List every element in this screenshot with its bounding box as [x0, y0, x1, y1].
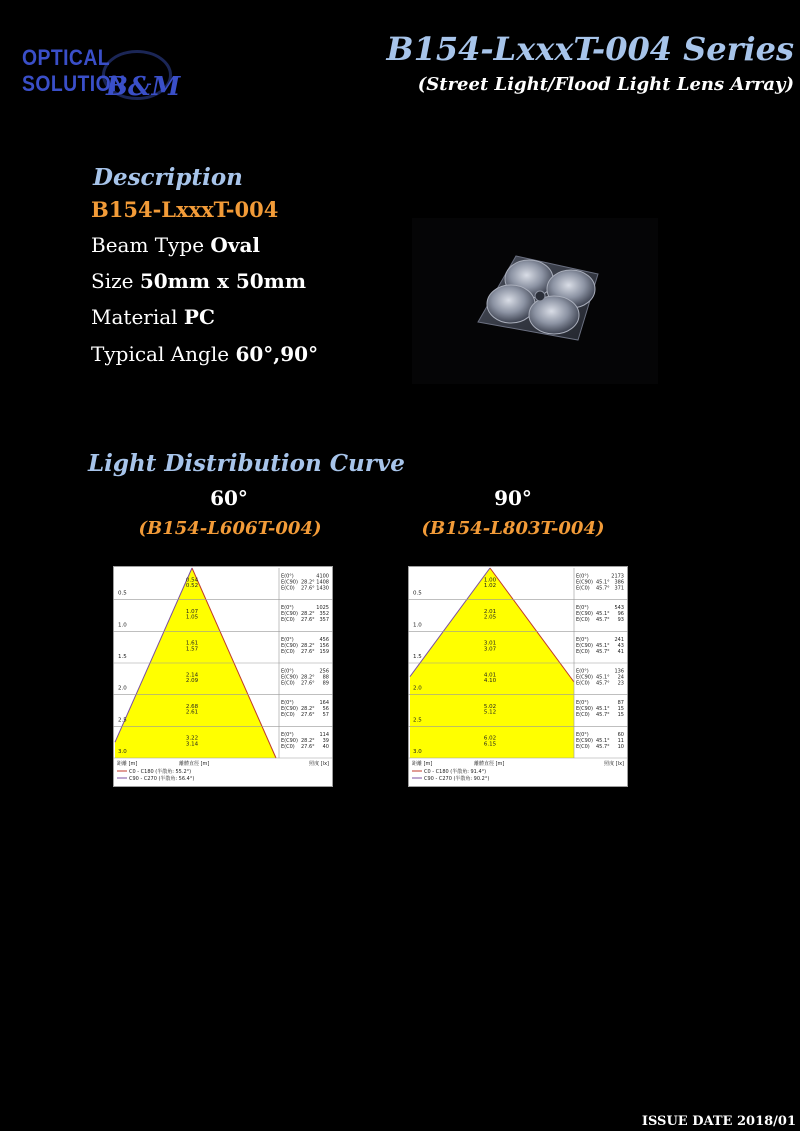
illum-row-label: E(C90): [576, 706, 593, 713]
illum-row-label: E(0°): [281, 731, 294, 738]
illum-value: 56: [322, 706, 329, 713]
illum-row-label: E(C0): [281, 743, 295, 750]
distance-label: 2.0: [118, 685, 127, 692]
illum-row-label: E(C90): [281, 579, 298, 586]
angle-value: 28.2°: [301, 579, 315, 586]
diameter-value: 2.14: [185, 672, 199, 679]
illum-row-label: E(0°): [281, 573, 294, 580]
angle-value: 28.2°: [301, 611, 315, 618]
illum-row-label: E(C0): [576, 648, 590, 655]
illum-value: 93: [617, 617, 624, 624]
spec-value: 60°,90°: [235, 342, 319, 366]
angle-value: 45.7°: [596, 648, 610, 655]
diameter-value: 2.01: [483, 608, 497, 615]
distance-label: 3.0: [413, 749, 422, 755]
illum-value: 2173: [611, 573, 624, 580]
illum-value: 10: [617, 743, 624, 750]
angle-value: 45.7°: [596, 680, 610, 687]
distance-label: 2.0: [413, 685, 422, 692]
product-image: [412, 218, 658, 384]
diameter-value: 1.00: [483, 577, 497, 584]
angle-value: 45.7°: [596, 743, 610, 750]
illum-value: 543: [614, 605, 624, 612]
illum-value: 41: [617, 648, 624, 655]
illum-row-label: E(C90): [281, 706, 298, 713]
ldc-chart-60: [113, 566, 333, 787]
series-subtitle: (Street Light/Flood Light Lens Array): [417, 74, 794, 95]
angle-value: 27.6°: [301, 712, 315, 719]
diameter-value: 1.05: [185, 614, 199, 621]
illuminance-axis-label: 照度 [lx]: [604, 761, 624, 767]
illum-row-label: E(C0): [576, 712, 590, 719]
spec-value: 50mm x 50mm: [139, 269, 307, 293]
illum-value: 456: [319, 636, 329, 643]
diameter-value: 1.07: [185, 608, 199, 615]
illum-value: 23: [617, 680, 624, 687]
illum-value: 156: [319, 642, 329, 649]
illum-row-label: E(0°): [576, 731, 589, 738]
illum-row-label: E(0°): [281, 700, 294, 707]
angle-value: 45.7°: [596, 712, 610, 719]
ldc-heading: Light Distribution Curve: [88, 450, 405, 477]
brand-logo: [20, 40, 220, 108]
illum-row-label: E(C0): [281, 585, 295, 592]
diameter-value: 0.52: [185, 583, 199, 589]
angle-value: 45.1°: [596, 642, 610, 649]
illum-row-label: E(0°): [576, 668, 589, 675]
illum-row-label: E(C0): [281, 712, 295, 719]
illum-row-label: E(0°): [281, 636, 294, 643]
diameter-value: 1.57: [185, 646, 199, 653]
illum-row-label: E(0°): [576, 700, 589, 707]
diameter-value: 6.15: [483, 741, 497, 748]
illum-value: 24: [617, 674, 624, 681]
diameter-value: 2.09: [185, 678, 199, 684]
spec-value: PC: [183, 305, 215, 329]
spec-material: [91, 305, 215, 329]
illum-row-label: E(0°): [576, 573, 589, 580]
logo-top-text: OPTICAL SOLUTION: [22, 45, 126, 96]
angle-value: 28.2°: [301, 674, 315, 681]
diameter-axis-label: 離體直徑 [m]: [179, 761, 210, 767]
distance-label: 0.5: [413, 590, 422, 597]
angle-value: 27.6°: [301, 680, 315, 687]
distance-label: 1.0: [118, 622, 127, 629]
illum-row-label: E(C90): [576, 611, 593, 618]
illum-row-label: E(0°): [576, 636, 589, 643]
diameter-value: 6.02: [483, 735, 497, 742]
diameter-axis-label: 離體直徑 [m]: [474, 761, 505, 767]
angle-value: 28.2°: [301, 737, 315, 744]
diameter-value: 3.01: [483, 640, 497, 647]
chart-60-model: (B154-L606T-004): [138, 518, 322, 539]
chart-90-angle: 90°: [494, 486, 532, 510]
series-title: B154-LxxxT-004 Series: [386, 30, 794, 68]
spec-label: Beam Type: [91, 233, 205, 257]
illum-value: 136: [614, 668, 624, 675]
illum-row-label: E(0°): [281, 668, 294, 675]
illum-value: 159: [319, 648, 329, 655]
illum-row-label: E(C90): [576, 579, 593, 586]
illum-value: 114: [319, 731, 329, 738]
illum-value: 43: [617, 642, 624, 649]
spec-label: Material: [91, 305, 178, 329]
illum-value: 89: [322, 680, 329, 687]
diameter-value: 2.05: [483, 614, 497, 621]
distance-label: 1.5: [413, 654, 422, 660]
distance-label: 2.5: [118, 717, 127, 724]
illum-value: 352: [319, 611, 329, 618]
illum-value: 1408: [316, 579, 329, 586]
legend-c90: C90 - C270 (半散角: 90.2°): [424, 776, 490, 782]
angle-value: 45.1°: [596, 706, 610, 713]
illum-value: 241: [614, 636, 624, 643]
illum-value: 11: [617, 737, 624, 744]
illum-value: 88: [322, 674, 329, 681]
diameter-value: 1.02: [483, 583, 497, 589]
illum-value: 371: [614, 585, 624, 592]
spec-label: Size: [91, 269, 134, 293]
illum-row-label: E(C0): [576, 743, 590, 750]
illum-row-label: E(C0): [281, 648, 295, 655]
diameter-value: 5.12: [483, 709, 497, 716]
spec-typical-angle: [91, 342, 318, 366]
ldc-chart-60-svg: [113, 566, 333, 787]
legend-c0: C0 - C180 (半散角: 91.4°): [424, 769, 487, 775]
distance-label: 0.5: [118, 590, 127, 597]
illum-row-label: E(C0): [576, 617, 590, 624]
description-heading: Description: [93, 164, 243, 191]
illum-value: 4100: [316, 573, 329, 580]
illum-value: 60: [617, 731, 624, 738]
illum-value: 40: [322, 743, 329, 750]
diameter-value: 1.61: [185, 640, 199, 647]
illum-value: 15: [617, 706, 624, 713]
illum-row-label: E(C0): [281, 617, 295, 624]
chart-90-model: (B154-L803T-004): [421, 518, 605, 539]
diameter-value: 2.68: [185, 703, 199, 710]
diameter-value: 3.14: [185, 741, 199, 748]
spec-size: [91, 269, 306, 293]
illum-row-label: E(0°): [281, 605, 294, 612]
illuminance-axis-label: 照度 [lx]: [309, 761, 329, 767]
illum-row-label: E(C90): [281, 737, 298, 744]
illum-value: 87: [617, 700, 624, 707]
angle-value: 27.6°: [301, 648, 315, 655]
illum-value: 386: [614, 579, 624, 586]
diameter-value: 4.10: [483, 678, 497, 684]
diameter-value: 0.54: [185, 577, 199, 584]
angle-value: 45.7°: [596, 585, 610, 592]
ldc-chart-90-svg: [408, 566, 628, 787]
illum-value: 57: [322, 712, 329, 719]
angle-value: 45.1°: [596, 737, 610, 744]
angle-value: 45.1°: [596, 579, 610, 586]
diameter-value: 4.01: [483, 672, 497, 679]
illum-row-label: E(C0): [576, 585, 590, 592]
spec-value: Oval: [210, 233, 261, 257]
illum-value: 1025: [316, 605, 329, 612]
logo-bottom-text: B&M: [106, 72, 181, 102]
legend-c0: C0 - C180 (半散角: 55.2°): [129, 769, 192, 775]
illum-row-label: E(C90): [576, 674, 593, 681]
distance-label: 3.0: [118, 749, 127, 755]
illum-value: 15: [617, 712, 624, 719]
angle-value: 45.7°: [596, 617, 610, 624]
illum-row-label: E(C90): [576, 642, 593, 649]
angle-value: 27.6°: [301, 617, 315, 624]
distance-label: 1.0: [413, 622, 422, 629]
illum-value: 39: [322, 737, 329, 744]
issue-date: ISSUE DATE 2018/01: [641, 1114, 796, 1129]
illum-row-label: E(C90): [281, 611, 298, 618]
spec-label: Typical Angle: [91, 342, 230, 366]
spec-beam-type: [91, 233, 260, 257]
illum-value: 96: [617, 611, 624, 618]
distance-axis-label: 距離 [m]: [117, 761, 138, 767]
diameter-value: 3.22: [185, 735, 199, 742]
model-name: B154-LxxxT-004: [91, 197, 279, 222]
illum-value: 1430: [316, 585, 329, 592]
distance-axis-label: 距離 [m]: [412, 761, 433, 767]
illum-value: 357: [319, 617, 329, 624]
illum-value: 256: [319, 668, 329, 675]
chart-60-angle: 60°: [210, 486, 248, 510]
illum-row-label: E(C0): [576, 680, 590, 687]
ldc-chart-90: [408, 566, 628, 787]
angle-value: 28.2°: [301, 706, 315, 713]
legend-c90: C90 - C270 (半散角: 56.4°): [129, 776, 195, 782]
angle-value: 27.6°: [301, 585, 315, 592]
diameter-value: 2.61: [185, 709, 199, 716]
angle-value: 28.2°: [301, 642, 315, 649]
illum-row-label: E(C90): [281, 674, 298, 681]
distance-label: 1.5: [118, 654, 127, 660]
illum-row-label: E(0°): [576, 605, 589, 612]
diameter-value: 3.07: [483, 646, 497, 653]
illum-row-label: E(C0): [281, 680, 295, 687]
diameter-value: 5.02: [483, 703, 497, 710]
angle-value: 45.1°: [596, 611, 610, 618]
illum-row-label: E(C90): [576, 737, 593, 744]
angle-value: 45.1°: [596, 674, 610, 681]
illum-row-label: E(C90): [281, 642, 298, 649]
angle-value: 27.6°: [301, 743, 315, 750]
illum-value: 164: [319, 700, 329, 707]
distance-label: 2.5: [413, 717, 422, 724]
